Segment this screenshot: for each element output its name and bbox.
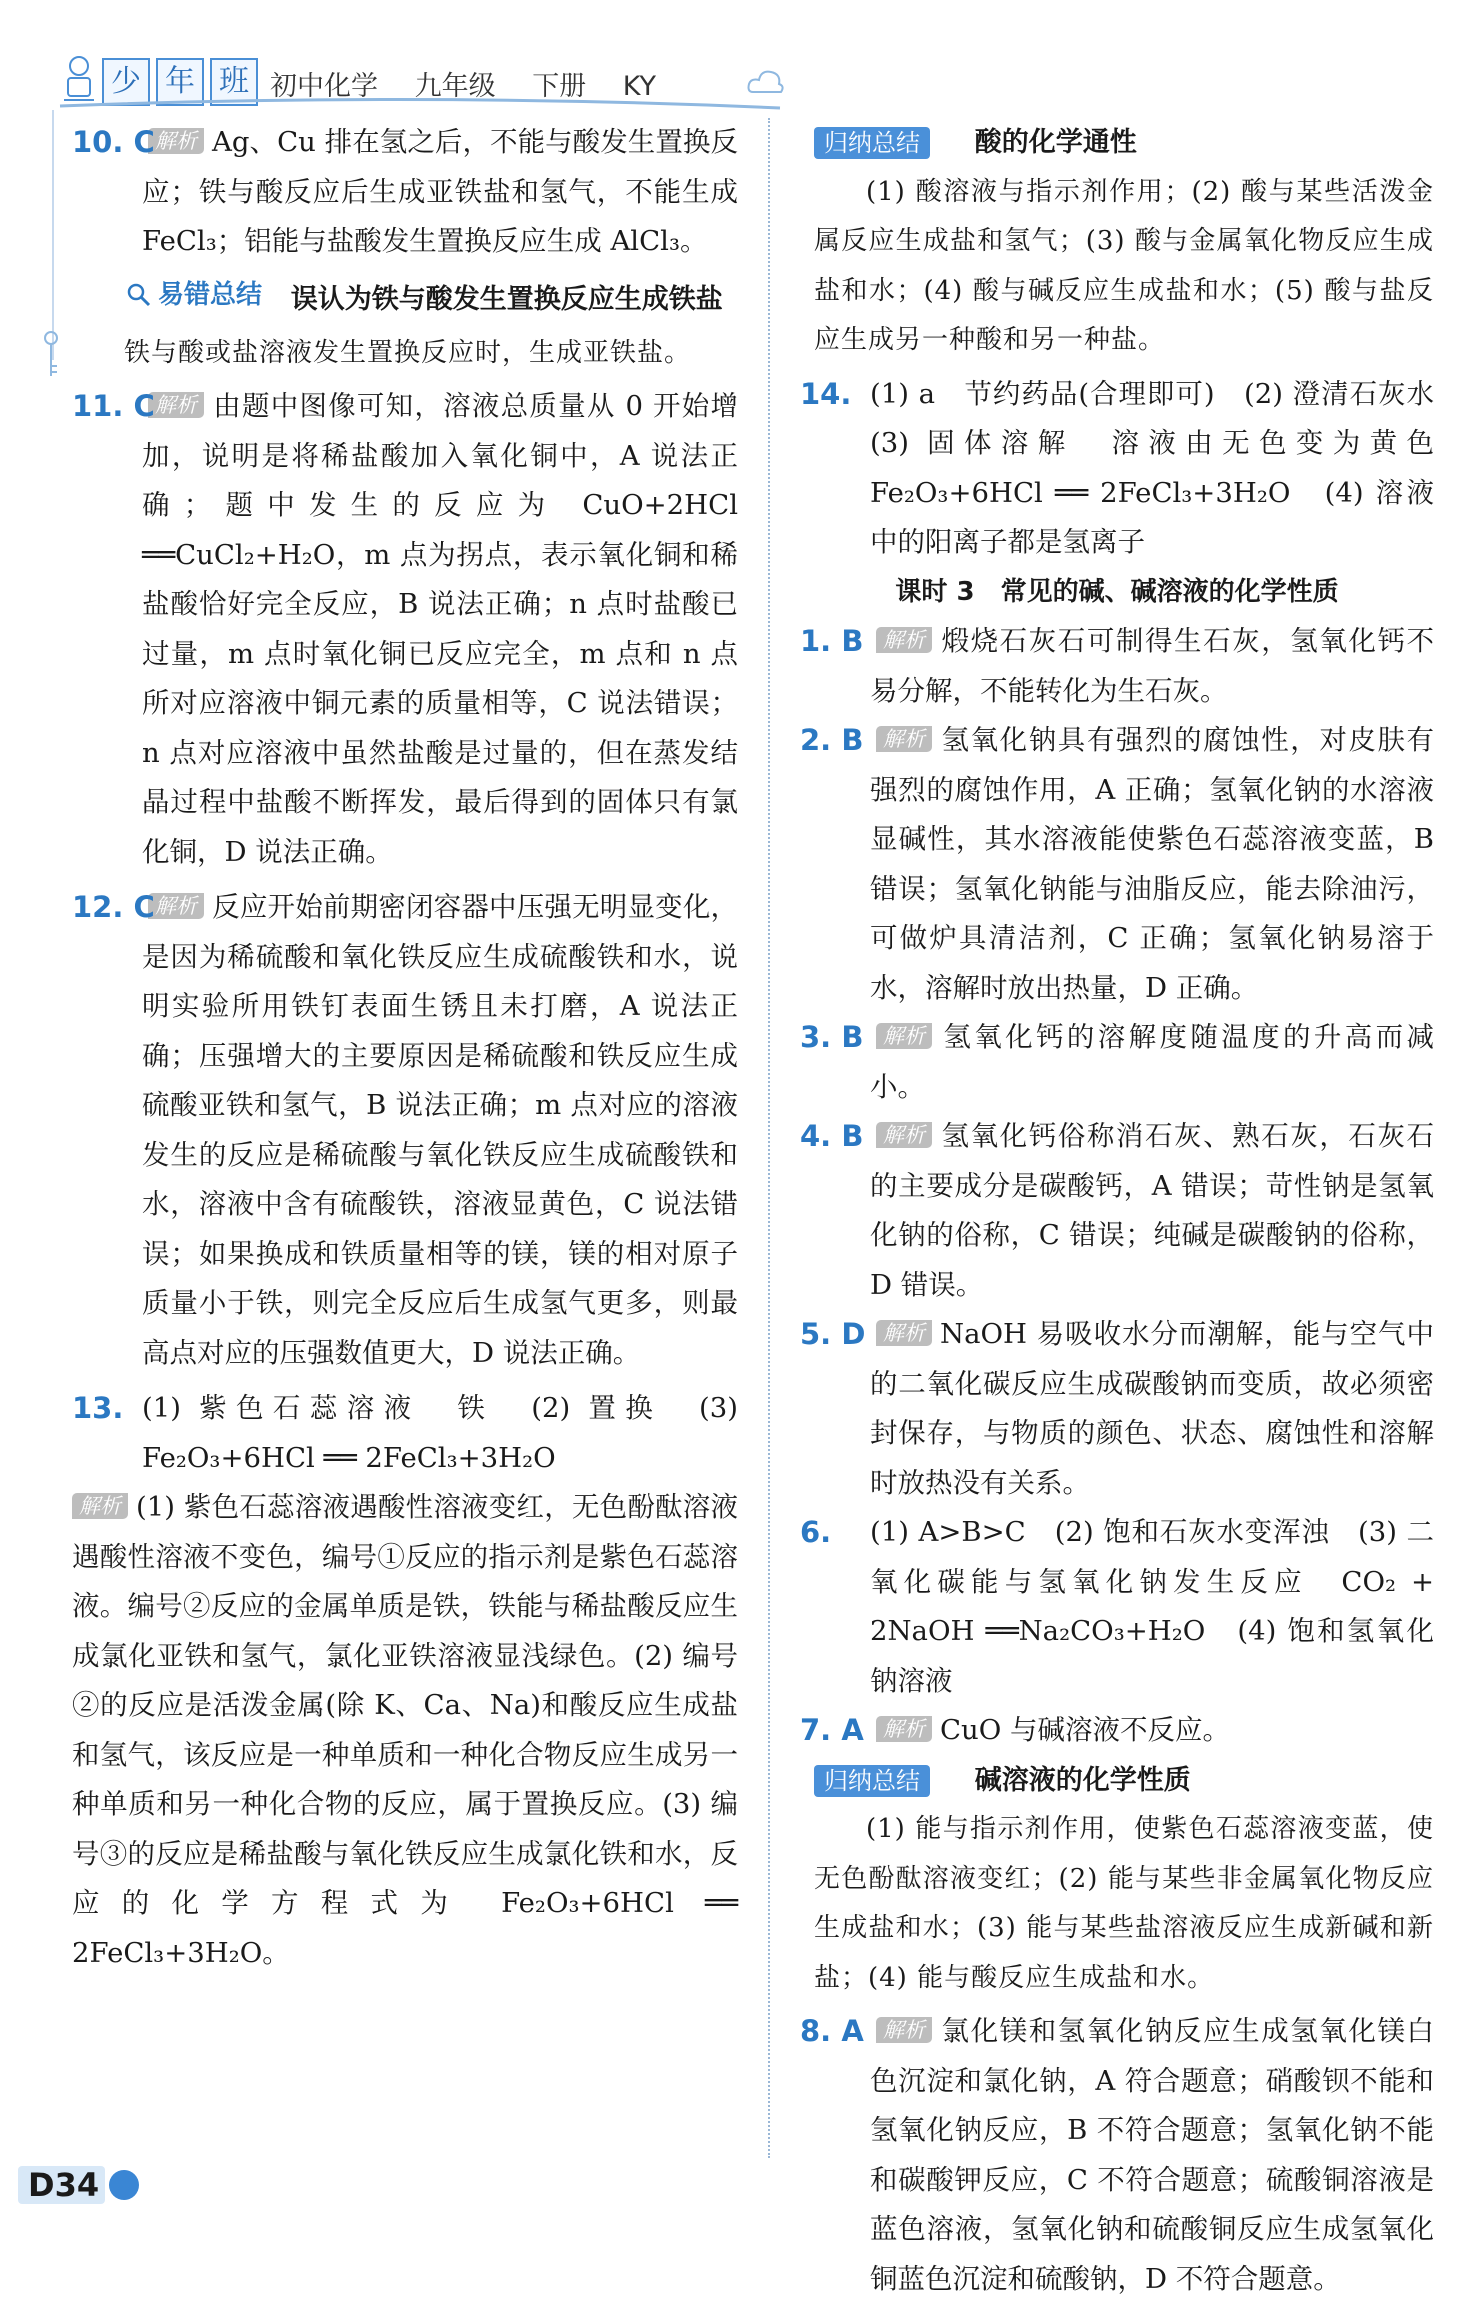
answer-text: Ag、Cu 排在氢之后，不能与酸发生置换反应；铁与酸反应后生成亚铁盐和氢气，不能生成 FeCl₃；铝能与盐酸发生置换反应生成 AlCl₃。 — [142, 126, 738, 257]
summary-title: 酸的化学通性 — [974, 127, 1137, 158]
analysis-tag: 解析 — [876, 2017, 932, 2043]
answer-text: (1) A>B>C (2) 饱和石灰水变浑浊 (3) 二氧化碳能与氢氧化钠发生反应 CO₂ + 2NaOH ══Na₂CO₃+H₂O (4) 饱和氢氧化钠溶液 — [870, 1516, 1434, 1697]
answer-11 — [72, 382, 738, 877]
answer-text: 氢氧化钙的溶解度随温度的升高而减小。 — [870, 1021, 1434, 1103]
magnifier-icon — [126, 282, 152, 308]
right-column — [800, 118, 1462, 2304]
summary-label: 归纳总结 — [814, 127, 930, 159]
page-footer — [18, 2166, 139, 2204]
error-summary-text: 铁与酸或盐溶液发生置换反应时，生成亚铁盐。 — [124, 337, 692, 368]
analysis-tag: 解析 — [148, 392, 204, 418]
error-summary — [72, 271, 738, 379]
answer-5 — [800, 1310, 1434, 1508]
analysis-tag: 解析 — [876, 726, 932, 752]
answer-text: 氢氧化钠具有强烈的腐蚀性，对皮肤有强烈的腐蚀作用，A 正确；氢氧化钠的水溶液显碱性，其水溶液能使紫色石蕊溶液变蓝，B 错误；氢氧化钠能与油脂反应，能去除油污，可做炉具清洁剂，C 正确；氢氧化钠易溶于水，溶解时放出热量，D 正确。 — [870, 724, 1434, 1004]
analysis-tag: 解析 — [876, 1023, 932, 1049]
answer-text: NaOH 易吸收水分而潮解，能与空气中的二氧化碳反应生成碳酸钠而变质，故必须密封保存，与物质的颜色、状态、腐蚀性和溶解时放热没有关系。 — [870, 1318, 1434, 1499]
question-number: 4. B — [800, 1119, 864, 1153]
answer-6 — [800, 1508, 1434, 1706]
answer-7 — [800, 1706, 1434, 1756]
answer-12 — [72, 883, 738, 1378]
answer-text: CuO 与碱溶液不反应。 — [940, 1714, 1231, 1746]
question-number: 7. A — [800, 1713, 864, 1747]
error-summary-label: 易错总结 — [126, 271, 262, 321]
error-summary-title: 误认为铁与酸发生置换反应生成铁盐 — [290, 284, 723, 316]
page-header — [60, 48, 780, 112]
header-grade: 九年级 — [414, 71, 496, 102]
summary-base — [800, 1756, 1434, 2004]
question-number: 3. B — [800, 1020, 864, 1054]
summary-text: (1) 酸溶液与指示剂作用；(2) 酸与某些活泼金属反应生成盐和氢气；(3) 酸与金属氧化物反应生成盐和水；(4) 酸与碱反应生成盐和水；(5) 酸与盐反应生成另一种酸和另一种盐。 — [814, 176, 1434, 355]
left-column — [72, 118, 738, 1978]
question-number: 5. D — [800, 1317, 866, 1351]
answer-13 — [72, 1384, 738, 1483]
answer-text: 反应开始前期密闭容器中压强无明显变化，是因为稀硫酸和氧化铁反应生成硫酸铁和水，说明实验所用铁钉表面生锈且未打磨，A 说法正确；压强增大的主要原因是稀硫酸和铁反应生成硫酸亚铁和氢气，B 说法正确；m 点对应的溶液发生的反应是稀硫酸与氧化铁反应生成硫酸铁和水，溶液中含有硫酸铁，溶液显黄色，C 说法错误；如果换成和铁质量相等的镁，镁的相对原子质量小于铁，则完全反应后生成氢气更多，则最高点对应的压强数值更大，D 说法正确。 — [142, 891, 738, 1369]
margin-line — [52, 110, 54, 360]
summary-text: (1) 能与指示剂作用，使紫色石蕊溶液变蓝，使无色酚酞溶液变红；(2) 能与某些非金属氧化物反应生成盐和水；(3) 能与某些盐溶液反应生成新碱和新盐；(4) 能与酸反应生成盐和水。 — [814, 1814, 1434, 1993]
analysis-text: (1) 紫色石蕊溶液遇酸性溶液变红，无色酚酞溶液遇酸性溶液不变色，编号①反应的指示剂是紫色石蕊溶液。编号②反应的金属单质是铁，铁能与稀盐酸反应生成氯化亚铁和氢气，氯化亚铁溶液显浅绿色。(2) 编号②的反应是活泼金属(除 K、Ca、Na)和酸反应生成盐和氢气，该反应是一种单质和一种化合物反应生成另一种单质和另一种化合物的反应，属于置换反应。(3) 编号③的反应是稀盐酸与氧化铁反应生成氯化铁和水，反应的化学方程式为 Fe₂O₃+6HCl ══ 2FeCl₃+3H₂O。 — [72, 1491, 738, 1969]
analysis-tag: 解析 — [876, 1320, 932, 1346]
logo-char: 少 — [102, 58, 150, 106]
answer-8 — [800, 2007, 1434, 2304]
header-volume: 下册 — [532, 71, 587, 102]
answer-4 — [800, 1112, 1434, 1310]
column-divider — [768, 118, 770, 2158]
answer-text: 由题中图像可知，溶液总质量从 0 开始增加，说明是将稀盐酸加入氧化铜中，A 说法正确；题中发生的反应为 CuO+2HCl ══CuCl₂+H₂O，m 点为拐点，表示氧化铜和稀盐酸恰好完全反应，B 说法正确；n 点时盐酸已过量，m 点时氧化铜已反应完全，m 点和 n 点所对应溶液中铜元素的质量相等，C 说法错误；n 点对应溶液中虽然盐酸是过量的，但在蒸发结晶过程中盐酸不断挥发，最后得到的固体只有氯化铜，D 说法正确。 — [142, 390, 738, 868]
answer-13-analysis — [72, 1483, 738, 1978]
question-number: 11. C — [72, 389, 155, 424]
summary-label: 归纳总结 — [814, 1765, 930, 1797]
header-edition: KY — [622, 71, 657, 102]
answer-14 — [800, 370, 1462, 568]
cloud-icon — [745, 62, 785, 102]
question-number: 14. — [800, 376, 852, 411]
analysis-tag: 解析 — [876, 1122, 932, 1148]
answer-text: (1) a 节约药品(合理即可) (2) 澄清石灰水 (3) 固体溶解 溶液由无色变为黄色 Fe₂O₃+6HCl ══ 2FeCl₃+3H₂O (4) 溶液中的阳离子都是氢离子 — [870, 377, 1462, 558]
logo-char: 年 — [156, 58, 204, 106]
answer-text: 氢氧化钙俗称消石灰、熟石灰，石灰石的主要成分是碳酸钙，A 错误；苛性钠是氢氧化钠的俗称，C 错误；纯碱是碳酸钠的俗称，D 错误。 — [870, 1120, 1434, 1301]
analysis-tag: 解析 — [876, 1716, 932, 1742]
answer-1 — [800, 617, 1434, 716]
lesson-heading: 课时 3 常见的碱、碱溶液的化学性质 — [895, 576, 1339, 607]
answer-3 — [800, 1013, 1434, 1112]
answer-10 — [72, 118, 738, 267]
question-number: 8. A — [800, 2014, 864, 2048]
analysis-tag: 解析 — [148, 128, 204, 154]
header-underline — [60, 96, 780, 112]
answer-text: 氯化镁和氢氧化钠反应生成氢氧化镁白色沉淀和氯化钠，A 符合题意；硝酸钡不能和氢氧化钠反应，B 不符合题意；氢氧化钠不能和碳酸钾反应，C 不符合题意；硫酸铜溶液是蓝色溶液，氢氧化钠和硫酸铜反应生成氢氧化铜蓝色沉淀和硫酸钠，D 不符合题意。 — [870, 2015, 1434, 2295]
question-number: 10. C — [72, 125, 155, 159]
question-number: 2. B — [800, 723, 864, 757]
answer-text: 煅烧石灰石可制得生石灰，氢氧化钙不易分解，不能转化为生石灰。 — [870, 625, 1434, 707]
header-subject: 初中化学 — [270, 71, 378, 102]
key-icon — [42, 330, 60, 380]
question-number: 6. — [800, 1515, 832, 1549]
analysis-tag: 解析 — [148, 893, 204, 919]
question-number: 12. C — [72, 890, 155, 925]
page-dot-icon — [109, 2170, 139, 2200]
answer-text: (1) 紫色石蕊溶液 铁 (2) 置换 (3) Fe₂O₃+6HCl ══ 2FeCl₃+3H₂O — [142, 1392, 738, 1474]
summary-title: 碱溶液的化学性质 — [974, 1764, 1191, 1796]
answer-2 — [800, 716, 1434, 1013]
summary-acid — [800, 118, 1434, 366]
analysis-tag: 解析 — [876, 627, 932, 653]
page-number: D34 — [18, 2166, 105, 2204]
analysis-tag: 解析 — [72, 1493, 128, 1519]
question-number: 1. B — [800, 624, 864, 658]
question-number: 13. — [72, 1391, 124, 1426]
logo-char: 班 — [210, 58, 258, 106]
